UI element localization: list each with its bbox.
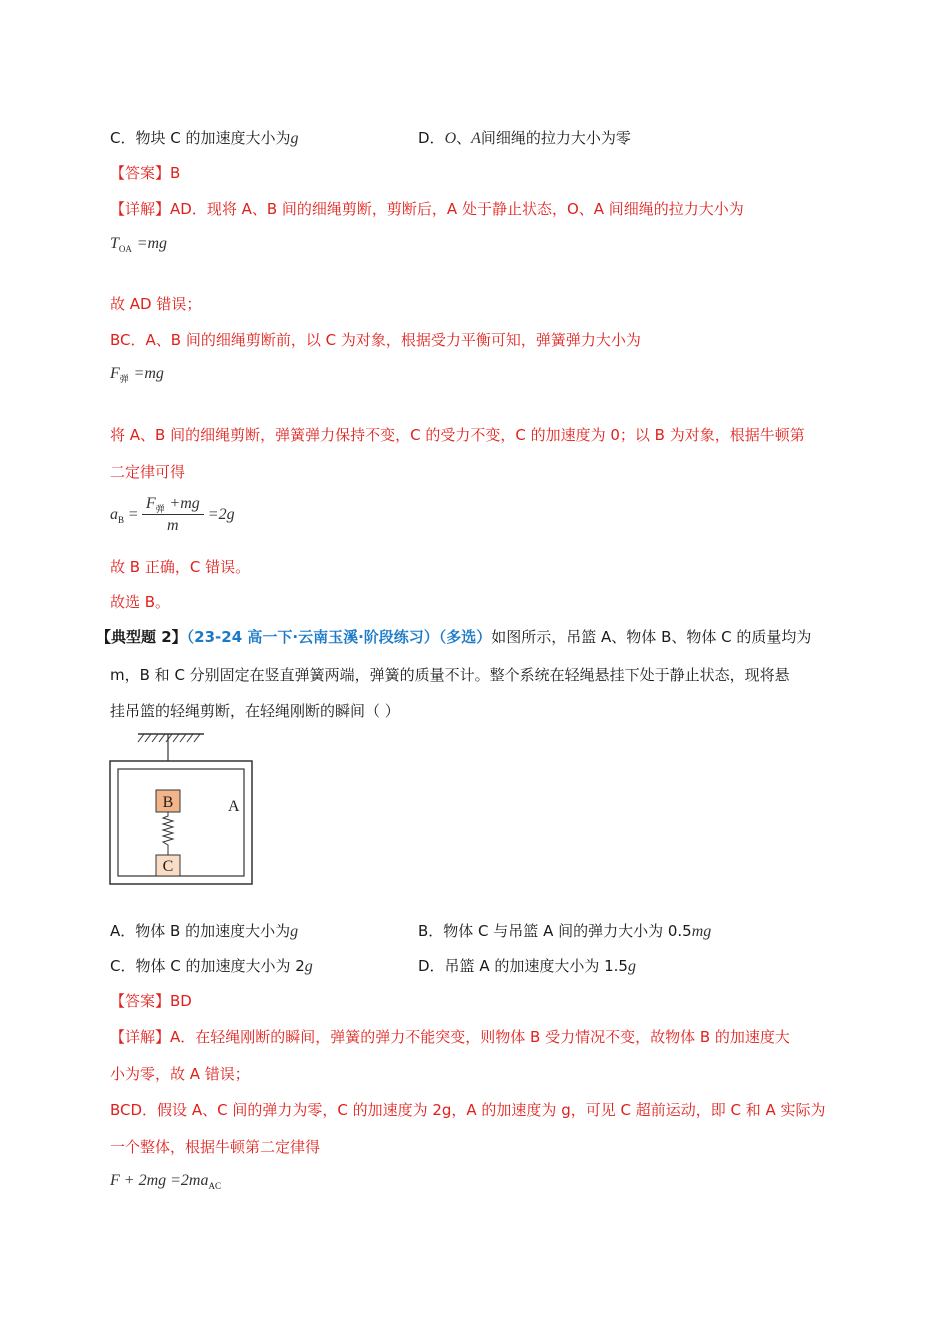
q1-answer: 【答案】B bbox=[110, 164, 181, 182]
equation-a-b: $a_B$ = $\frac{F_弹 +mg}{m}$ =2g bbox=[110, 495, 235, 534]
block-c-label: C bbox=[162, 858, 174, 875]
basket-outer bbox=[110, 761, 252, 884]
q2-option-b: B．物体 C 与吊篮 A 间的弹力大小为 0.5mg bbox=[418, 922, 712, 940]
q2-detail-a-2: 小为零，故 A 错误； bbox=[110, 1065, 250, 1083]
spring bbox=[163, 812, 173, 855]
q2-option-d: D．吊篮 A 的加速度大小为 1.5g bbox=[418, 957, 636, 975]
q2-bcd-2: 一个整体，根据牛顿第二定律得 bbox=[110, 1138, 321, 1156]
block-b-label: B bbox=[162, 794, 174, 811]
equation-newton-ac: $F + 2mg =2ma_{AC}$ bbox=[110, 1172, 221, 1191]
fraction: $\frac{F_弹 +mg}{m}$ bbox=[142, 494, 204, 535]
q1-ad-wrong: 故 AD 错误； bbox=[110, 295, 202, 313]
q1-choose: 故选 B。 bbox=[110, 593, 171, 611]
hanging-basket-figure bbox=[108, 730, 258, 890]
q1-bc-text: BC．A、B 间的细绳剪断前，以 C 为对象，根据受力平衡可知，弹簧弹力大小为 bbox=[110, 331, 641, 349]
q2-answer: 【答案】BD bbox=[110, 992, 192, 1010]
q2-stem-line-2: m，B 和 C 分别固定在竖直弹簧两端，弹簧的质量不计。整个系统在轻绳悬挂下处于静止状态，现将悬 bbox=[110, 666, 790, 684]
q2-option-a: A．物体 B 的加速度大小为g bbox=[110, 922, 299, 940]
ceiling-hatch bbox=[138, 734, 200, 742]
q2-stem-line-3: 挂吊篮的轻绳剪断，在轻绳刚断的瞬间（ ） bbox=[110, 702, 400, 720]
basket-inner bbox=[118, 769, 244, 876]
equation-t-oa: $T_{OA} =mg$ bbox=[110, 235, 168, 254]
q1-detail-ad: 【详解】AD．现将 A、B 间的细绳剪断，剪断后，A 处于静止状态，O、A 间细绳的拉力大小为 bbox=[110, 200, 744, 218]
q1-conclusion: 故 B 正确，C 错误。 bbox=[110, 558, 251, 576]
option-d-prev: D．O、A间细绳的拉力大小为零 bbox=[418, 129, 631, 147]
q2-option-c: C．物体 C 的加速度大小为 2g bbox=[110, 957, 313, 975]
equation-f-spring: $F_弹 =mg$ bbox=[110, 365, 164, 384]
option-c-prev: C．物块 C 的加速度大小为g bbox=[110, 129, 299, 147]
q2-stem-line-1: 【典型题 2】（23-24 高一下·云南玉溪·阶段练习）（多选）如图所示，吊篮 A、物体 B、物体 C 的质量均为 bbox=[96, 628, 812, 646]
q1-cut-text-2: 二定律可得 bbox=[110, 463, 186, 481]
q2-bcd-1: BCD．假设 A、C 间的弹力为零，C 的加速度为 2g，A 的加速度为 g，可见 C 超前运动，即 C 和 A 实际为 bbox=[110, 1101, 826, 1119]
basket-label: A bbox=[228, 798, 240, 815]
q1-cut-text-1: 将 A、B 间的细绳剪断，弹簧弹力保持不变，C 的受力不变，C 的加速度为 0；以 B 为对象，根据牛顿第 bbox=[110, 426, 805, 444]
q2-detail-a-1: 【详解】A．在轻绳刚断的瞬间，弹簧的弹力不能突变，则物体 B 受力情况不变，故物体 B 的加速度大 bbox=[110, 1028, 790, 1046]
